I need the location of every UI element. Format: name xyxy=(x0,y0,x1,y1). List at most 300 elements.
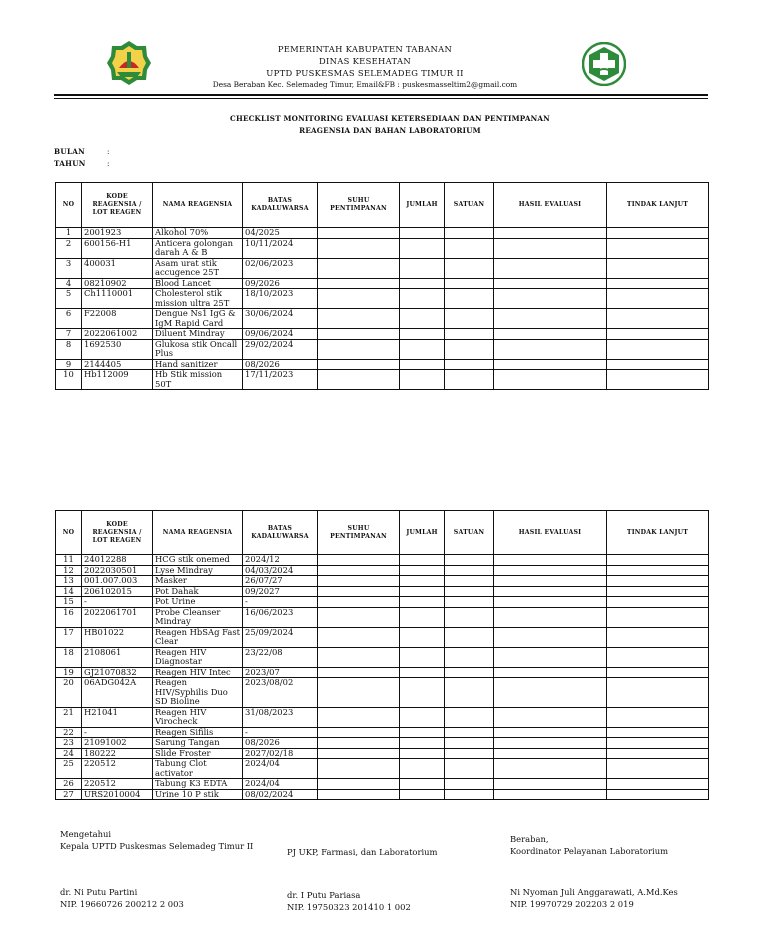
cell-nama: Masker xyxy=(153,576,243,587)
cell-tindak xyxy=(607,309,709,329)
cell-hasil xyxy=(494,738,607,749)
signatory-left xyxy=(60,886,184,910)
cell-satuan xyxy=(445,289,494,309)
cell-suhu xyxy=(318,586,400,597)
cell-suhu xyxy=(318,309,400,329)
cell-hasil xyxy=(494,759,607,779)
cell-nama: Reagen HbSAg Fast Clear xyxy=(153,627,243,647)
cell-suhu xyxy=(318,238,400,258)
cell-jumlah xyxy=(400,278,445,289)
cell-tindak xyxy=(607,329,709,340)
col-header-tindak: TINDAK LANJUT xyxy=(607,511,709,555)
cell-no: 5 xyxy=(56,289,82,309)
cell-satuan xyxy=(445,359,494,370)
cell-kode: 206102015 xyxy=(82,586,153,597)
header-department: DINAS KESEHATAN xyxy=(319,56,411,66)
cell-satuan xyxy=(445,727,494,738)
cell-kode: Hb112009 xyxy=(82,370,153,390)
cell-hasil xyxy=(494,647,607,667)
cell-nama: Alkohol 70% xyxy=(153,228,243,239)
sig-left-name: dr. Ni Putu Partini xyxy=(60,887,138,897)
cell-jumlah xyxy=(400,748,445,759)
cell-batas: 02/06/2023 xyxy=(243,258,318,278)
cell-hasil xyxy=(494,339,607,359)
cell-jumlah xyxy=(400,607,445,627)
signature-block-right xyxy=(510,833,668,857)
cell-hasil xyxy=(494,565,607,576)
cell-kode: 21091002 xyxy=(82,738,153,749)
cell-kode: 400031 xyxy=(82,258,153,278)
cell-tindak xyxy=(607,565,709,576)
cell-batas: 23/22/08 xyxy=(243,647,318,667)
cell-suhu xyxy=(318,370,400,390)
cell-batas: 31/08/2023 xyxy=(243,707,318,727)
col-header-jumlah: JUMLAH xyxy=(400,511,445,555)
cell-suhu xyxy=(318,329,400,340)
table-header-row xyxy=(56,183,709,228)
col-header-hasil: HASIL EVALUASI xyxy=(494,183,607,228)
cell-kode: 001.007.003 xyxy=(82,576,153,587)
cell-no: 13 xyxy=(56,576,82,587)
cell-nama: Pot Urine xyxy=(153,597,243,608)
cell-kode: 2022061002 xyxy=(82,329,153,340)
cell-jumlah xyxy=(400,738,445,749)
sig-middle-name: dr. I Putu Pariasa xyxy=(287,890,361,900)
cell-jumlah xyxy=(400,667,445,678)
cell-tindak xyxy=(607,339,709,359)
cell-hasil xyxy=(494,789,607,800)
cell-nama: Asam urat stik accugence 25T xyxy=(153,258,243,278)
cell-nama: Hb Stik mission 50T xyxy=(153,370,243,390)
cell-jumlah xyxy=(400,678,445,708)
cell-tindak xyxy=(607,586,709,597)
cell-suhu xyxy=(318,779,400,790)
cell-nama: Urine 10 P stik xyxy=(153,789,243,800)
header-institution: UPTD PUSKESMAS SELEMADEG TIMUR II xyxy=(266,68,464,78)
cell-no: 16 xyxy=(56,607,82,627)
cell-batas: 10/11/2024 xyxy=(243,238,318,258)
cell-kode: 1692530 xyxy=(82,339,153,359)
cell-satuan xyxy=(445,329,494,340)
cell-hasil xyxy=(494,289,607,309)
header-divider-thin xyxy=(54,98,708,99)
header-government: PEMERINTAH KABUPATEN TABANAN xyxy=(277,44,453,54)
table-row xyxy=(56,289,709,309)
cell-batas: 2027/02/18 xyxy=(243,748,318,759)
cell-hasil xyxy=(494,678,607,708)
cell-satuan xyxy=(445,707,494,727)
table-row xyxy=(56,278,709,289)
tahun-colon: : xyxy=(107,159,110,168)
cell-no: 26 xyxy=(56,779,82,790)
cell-hasil xyxy=(494,555,607,566)
cell-suhu xyxy=(318,667,400,678)
cell-satuan xyxy=(445,738,494,749)
cell-satuan xyxy=(445,238,494,258)
puskesmas-logo-icon xyxy=(582,42,626,86)
table-row xyxy=(56,339,709,359)
table-row xyxy=(56,627,709,647)
col-header-suhu: SUHU PENTIMPANAN xyxy=(318,511,400,555)
reagent-table-1 xyxy=(55,182,709,390)
cell-kode: HB01022 xyxy=(82,627,153,647)
cell-kode: - xyxy=(82,727,153,738)
cell-no: 9 xyxy=(56,359,82,370)
cell-jumlah xyxy=(400,329,445,340)
cell-kode: 2108061 xyxy=(82,647,153,667)
cell-no: 3 xyxy=(56,258,82,278)
cell-jumlah xyxy=(400,238,445,258)
cell-jumlah xyxy=(400,586,445,597)
cell-satuan xyxy=(445,667,494,678)
cell-hasil xyxy=(494,586,607,597)
cell-suhu xyxy=(318,565,400,576)
cell-jumlah xyxy=(400,647,445,667)
cell-no: 10 xyxy=(56,370,82,390)
cell-tindak xyxy=(607,647,709,667)
col-header-jumlah: JUMLAH xyxy=(400,183,445,228)
bulan-colon: : xyxy=(107,147,110,156)
sig-middle-nip: NIP. 19750323 201410 1 002 xyxy=(287,902,411,912)
table-row xyxy=(56,667,709,678)
bulan-label: BULAN xyxy=(54,147,86,156)
cell-kode: 2022061701 xyxy=(82,607,153,627)
cell-suhu xyxy=(318,738,400,749)
cell-satuan xyxy=(445,789,494,800)
cell-no: 6 xyxy=(56,309,82,329)
cell-nama: Diluent Mindray xyxy=(153,329,243,340)
table-row xyxy=(56,707,709,727)
table-row xyxy=(56,565,709,576)
cell-nama: Probe Cleanser Mindray xyxy=(153,607,243,627)
cell-kode: 24012288 xyxy=(82,555,153,566)
cell-tindak xyxy=(607,576,709,587)
cell-jumlah xyxy=(400,789,445,800)
cell-nama: Reagen HIV Diagnostar xyxy=(153,647,243,667)
cell-tindak xyxy=(607,779,709,790)
col-header-suhu: SUHU PENTIMPANAN xyxy=(318,183,400,228)
cell-batas: 18/10/2023 xyxy=(243,289,318,309)
signatory-middle xyxy=(287,889,411,913)
cell-hasil xyxy=(494,667,607,678)
cell-suhu xyxy=(318,678,400,708)
cell-batas: 08/2026 xyxy=(243,359,318,370)
cell-batas: 04/2025 xyxy=(243,228,318,239)
table-row xyxy=(56,586,709,597)
cell-jumlah xyxy=(400,289,445,309)
cell-nama: Sarung Tangan xyxy=(153,738,243,749)
cell-tindak xyxy=(607,707,709,727)
header-divider-thick xyxy=(54,94,708,96)
table-row xyxy=(56,238,709,258)
cell-tindak xyxy=(607,607,709,627)
cell-nama: Glukosa stik Oncall Plus xyxy=(153,339,243,359)
cell-tindak xyxy=(607,667,709,678)
cell-jumlah xyxy=(400,258,445,278)
table-header-row xyxy=(56,511,709,555)
tahun-field xyxy=(54,159,110,168)
table-row xyxy=(56,789,709,800)
table-row xyxy=(56,759,709,779)
cell-hasil xyxy=(494,779,607,790)
cell-satuan xyxy=(445,576,494,587)
header-address: Desa Beraban Kec. Selemadeg Timur, Email&FB : puskesmasseltim2@gmail.com xyxy=(212,80,518,89)
cell-tindak xyxy=(607,238,709,258)
cell-tindak xyxy=(607,228,709,239)
table-row xyxy=(56,370,709,390)
cell-batas: 04/03/2024 xyxy=(243,565,318,576)
cell-satuan xyxy=(445,678,494,708)
sig-right-nip: NIP. 19970729 202203 2 019 xyxy=(510,899,634,909)
sig-middle-line1: PJ UKP, Farmasi, dan Laboratorium xyxy=(287,847,438,857)
cell-jumlah xyxy=(400,339,445,359)
cell-batas: 26/07/27 xyxy=(243,576,318,587)
cell-no: 1 xyxy=(56,228,82,239)
table-row xyxy=(56,779,709,790)
table-row xyxy=(56,555,709,566)
cell-hasil xyxy=(494,359,607,370)
cell-jumlah xyxy=(400,555,445,566)
cell-satuan xyxy=(445,555,494,566)
cell-jumlah xyxy=(400,565,445,576)
cell-kode: 180222 xyxy=(82,748,153,759)
cell-no: 2 xyxy=(56,238,82,258)
table-row xyxy=(56,359,709,370)
cell-batas: - xyxy=(243,597,318,608)
cell-satuan xyxy=(445,607,494,627)
cell-hasil xyxy=(494,597,607,608)
cell-satuan xyxy=(445,339,494,359)
cell-nama: Pot Dahak xyxy=(153,586,243,597)
cell-suhu xyxy=(318,748,400,759)
cell-no: 14 xyxy=(56,586,82,597)
cell-suhu xyxy=(318,278,400,289)
signature-block-left xyxy=(60,828,253,852)
tabanan-logo-icon xyxy=(107,40,151,86)
cell-tindak xyxy=(607,258,709,278)
cell-no: 15 xyxy=(56,597,82,608)
table-row xyxy=(56,576,709,587)
cell-hasil xyxy=(494,238,607,258)
cell-batas: 08/2026 xyxy=(243,738,318,749)
cell-jumlah xyxy=(400,309,445,329)
sig-right-line1: Beraban, xyxy=(510,834,549,844)
cell-batas: 2023/08/02 xyxy=(243,678,318,708)
cell-jumlah xyxy=(400,727,445,738)
cell-no: 17 xyxy=(56,627,82,647)
cell-nama: Lyse Mindray xyxy=(153,565,243,576)
cell-batas: 2023/07 xyxy=(243,667,318,678)
cell-hasil xyxy=(494,607,607,627)
cell-nama: Reagen HIV/Syphilis Duo SD Bioline xyxy=(153,678,243,708)
cell-tindak xyxy=(607,289,709,309)
cell-batas: 30/06/2024 xyxy=(243,309,318,329)
cell-suhu xyxy=(318,359,400,370)
cell-no: 24 xyxy=(56,748,82,759)
cell-tindak xyxy=(607,627,709,647)
cell-nama: HCG stik onemed xyxy=(153,555,243,566)
sig-left-line1: Mengetahui xyxy=(60,829,112,839)
cell-hasil xyxy=(494,576,607,587)
cell-batas: 2024/04 xyxy=(243,759,318,779)
cell-no: 22 xyxy=(56,727,82,738)
cell-suhu xyxy=(318,759,400,779)
signature-block-middle xyxy=(287,846,438,858)
sig-right-line2: Koordinator Pelayanan Laboratorium xyxy=(510,846,669,856)
sig-right-name: Ni Nyoman Juli Anggarawati, A.Md.Kes xyxy=(510,887,678,897)
cell-suhu xyxy=(318,627,400,647)
document-title-line2: REAGENSIA DAN BAHAN LABORATORIUM xyxy=(299,126,481,135)
cell-jumlah xyxy=(400,576,445,587)
cell-nama: Reagen Sifilis xyxy=(153,727,243,738)
cell-batas: 2024/12 xyxy=(243,555,318,566)
cell-kode: 220512 xyxy=(82,779,153,790)
cell-hasil xyxy=(494,707,607,727)
cell-suhu xyxy=(318,228,400,239)
cell-no: 23 xyxy=(56,738,82,749)
cell-satuan xyxy=(445,597,494,608)
cell-nama: Tabung K3 EDTA xyxy=(153,779,243,790)
cell-tindak xyxy=(607,678,709,708)
col-header-batas: BATAS KADALUWARSA xyxy=(243,511,318,555)
table-row xyxy=(56,329,709,340)
letterhead xyxy=(160,43,570,91)
cell-satuan xyxy=(445,748,494,759)
table-row xyxy=(56,607,709,627)
cell-kode: URS2010004 xyxy=(82,789,153,800)
cell-suhu xyxy=(318,647,400,667)
cell-nama: Reagen HIV Intec xyxy=(153,667,243,678)
cell-jumlah xyxy=(400,370,445,390)
cell-no: 8 xyxy=(56,339,82,359)
cell-tindak xyxy=(607,555,709,566)
cell-kode: H21041 xyxy=(82,707,153,727)
cell-tindak xyxy=(607,359,709,370)
cell-hasil xyxy=(494,258,607,278)
cell-satuan xyxy=(445,759,494,779)
col-header-satuan: SATUAN xyxy=(445,511,494,555)
col-header-kode: KODE REAGENSIA / LOT REAGEN xyxy=(82,183,153,228)
cell-satuan xyxy=(445,228,494,239)
table-row xyxy=(56,748,709,759)
cell-nama: Tabung Clot activator xyxy=(153,759,243,779)
cell-no: 4 xyxy=(56,278,82,289)
cell-satuan xyxy=(445,627,494,647)
bulan-field xyxy=(54,147,110,156)
cell-jumlah xyxy=(400,359,445,370)
cell-tindak xyxy=(607,727,709,738)
cell-kode: Ch1110001 xyxy=(82,289,153,309)
table-row xyxy=(56,727,709,738)
cell-no: 20 xyxy=(56,678,82,708)
cell-no: 11 xyxy=(56,555,82,566)
col-header-batas: BATAS KADALUWARSA xyxy=(243,183,318,228)
cell-batas: 29/02/2024 xyxy=(243,339,318,359)
cell-nama: Anticera golongan darah A & B xyxy=(153,238,243,258)
cell-batas: - xyxy=(243,727,318,738)
cell-batas: 08/02/2024 xyxy=(243,789,318,800)
cell-hasil xyxy=(494,329,607,340)
table-row xyxy=(56,309,709,329)
cell-kode: 600156-H1 xyxy=(82,238,153,258)
col-header-no: NO xyxy=(56,511,82,555)
table-row xyxy=(56,228,709,239)
cell-satuan xyxy=(445,258,494,278)
cell-hasil xyxy=(494,370,607,390)
cell-kode: 2001923 xyxy=(82,228,153,239)
cell-nama: Slide Froster xyxy=(153,748,243,759)
cell-hasil xyxy=(494,228,607,239)
cell-tindak xyxy=(607,597,709,608)
cell-no: 12 xyxy=(56,565,82,576)
table-row xyxy=(56,258,709,278)
cell-tindak xyxy=(607,789,709,800)
cell-no: 7 xyxy=(56,329,82,340)
cell-no: 21 xyxy=(56,707,82,727)
cell-hasil xyxy=(494,748,607,759)
cell-hasil xyxy=(494,278,607,289)
cell-kode: 08210902 xyxy=(82,278,153,289)
cell-kode: 2022030501 xyxy=(82,565,153,576)
reagent-table-2 xyxy=(55,510,709,800)
cell-nama: Reagen HIV Virocheck xyxy=(153,707,243,727)
cell-nama: Dengue Ns1 IgG & IgM Rapid Card xyxy=(153,309,243,329)
sig-left-nip: NIP. 19660726 200212 2 003 xyxy=(60,899,184,909)
cell-kode: GJ21070832 xyxy=(82,667,153,678)
cell-no: 19 xyxy=(56,667,82,678)
cell-batas: 09/2027 xyxy=(243,586,318,597)
cell-satuan xyxy=(445,647,494,667)
cell-nama: Blood Lancet xyxy=(153,278,243,289)
cell-kode: 2144405 xyxy=(82,359,153,370)
cell-kode: - xyxy=(82,597,153,608)
cell-suhu xyxy=(318,576,400,587)
cell-no: 25 xyxy=(56,759,82,779)
col-header-tindak: TINDAK LANJUT xyxy=(607,183,709,228)
cell-no: 18 xyxy=(56,647,82,667)
cell-kode: 220512 xyxy=(82,759,153,779)
cell-satuan xyxy=(445,370,494,390)
cell-batas: 25/09/2024 xyxy=(243,627,318,647)
cell-batas: 09/06/2024 xyxy=(243,329,318,340)
cell-hasil xyxy=(494,309,607,329)
cell-hasil xyxy=(494,627,607,647)
col-header-kode: KODE REAGENSIA / LOT REAGEN xyxy=(82,511,153,555)
cell-jumlah xyxy=(400,779,445,790)
cell-kode: F22008 xyxy=(82,309,153,329)
cell-jumlah xyxy=(400,228,445,239)
col-header-satuan: SATUAN xyxy=(445,183,494,228)
cell-suhu xyxy=(318,289,400,309)
cell-hasil xyxy=(494,727,607,738)
col-header-no: NO xyxy=(56,183,82,228)
cell-nama: Hand sanitizer xyxy=(153,359,243,370)
cell-tindak xyxy=(607,738,709,749)
cell-tindak xyxy=(607,759,709,779)
cell-batas: 2024/04 xyxy=(243,779,318,790)
document-title xyxy=(180,113,600,137)
cell-satuan xyxy=(445,565,494,576)
cell-jumlah xyxy=(400,627,445,647)
cell-no: 27 xyxy=(56,789,82,800)
document-title-line1: CHECKLIST MONITORING EVALUASI KETERSEDIAAN DAN PENTIMPANAN xyxy=(230,114,550,123)
cell-kode: 06ADG042A xyxy=(82,678,153,708)
cell-tindak xyxy=(607,748,709,759)
col-header-nama: NAMA REAGENSIA xyxy=(153,511,243,555)
table-row xyxy=(56,678,709,708)
col-header-hasil: HASIL EVALUASI xyxy=(494,511,607,555)
cell-suhu xyxy=(318,607,400,627)
